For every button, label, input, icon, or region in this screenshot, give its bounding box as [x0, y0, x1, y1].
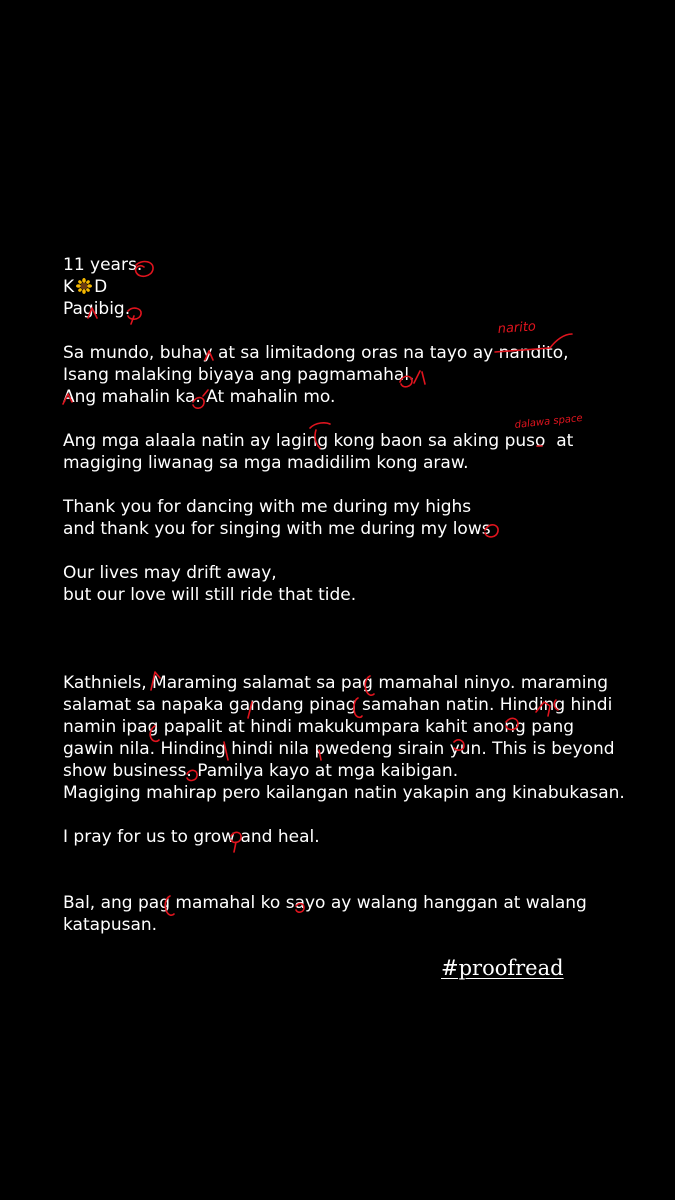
- note-line: Thank you for dancing with me during my highs: [63, 497, 472, 517]
- proofread-hashtag[interactable]: #proofread: [441, 956, 564, 980]
- note-line: magiging liwanag sa mga madidilim kong araw.: [63, 453, 469, 473]
- note-line: Bal, ang pag mamahal ko sayo ay walang hanggan at walang: [63, 893, 587, 913]
- note-line: show business. Pamilya kayo at mga kaibigan.: [63, 761, 459, 781]
- note-line: Ang mga alaala natin ay laging kong baon sa aking puso at: [63, 431, 574, 451]
- note-line: Isang malaking biyaya ang pagmamahal.: [63, 365, 415, 385]
- initial-k: K: [63, 277, 75, 297]
- dalawa-space-annotation: dalawa space: [514, 412, 584, 431]
- note-line: Magiging mahirap pero kailangan natin yakapin ang kinabukasan.: [63, 783, 625, 803]
- note-body: [63, 254, 653, 936]
- note-line: and thank you for singing with me during my lows: [63, 519, 491, 539]
- note-line: 11 years.: [63, 255, 143, 275]
- sunflower-icon: [76, 278, 92, 294]
- note-line: Kathniels, Maraming salamat sa pag mamahal ninyo. maraming: [63, 673, 609, 693]
- note-line: Pagibig.: [63, 299, 131, 319]
- note-line: Our lives may drift away,: [63, 563, 277, 583]
- note-line: Ang mahalin ka. At mahalin mo.: [63, 387, 336, 407]
- note-line: katapusan.: [63, 915, 158, 935]
- note-line-kd: [63, 276, 653, 298]
- note-line: salamat sa napaka gandang pinag samahan natin. Hinding hindi: [63, 695, 613, 715]
- note-line: I pray for us to grow and heal.: [63, 827, 320, 847]
- narito-annotation: narito: [497, 319, 537, 337]
- note-line: Sa mundo, buhay at sa limitadong oras na tayo ay nandito,: [63, 343, 569, 363]
- note-line: gawin nila. Hinding hindi nila pwedeng sirain yun. This is beyond: [63, 739, 615, 759]
- initial-d: D: [94, 277, 108, 297]
- note-line: but our love will still ride that tide.: [63, 585, 357, 605]
- note-line: namin ipag papalit at hindi makukumpara kahit anong pang: [63, 717, 575, 737]
